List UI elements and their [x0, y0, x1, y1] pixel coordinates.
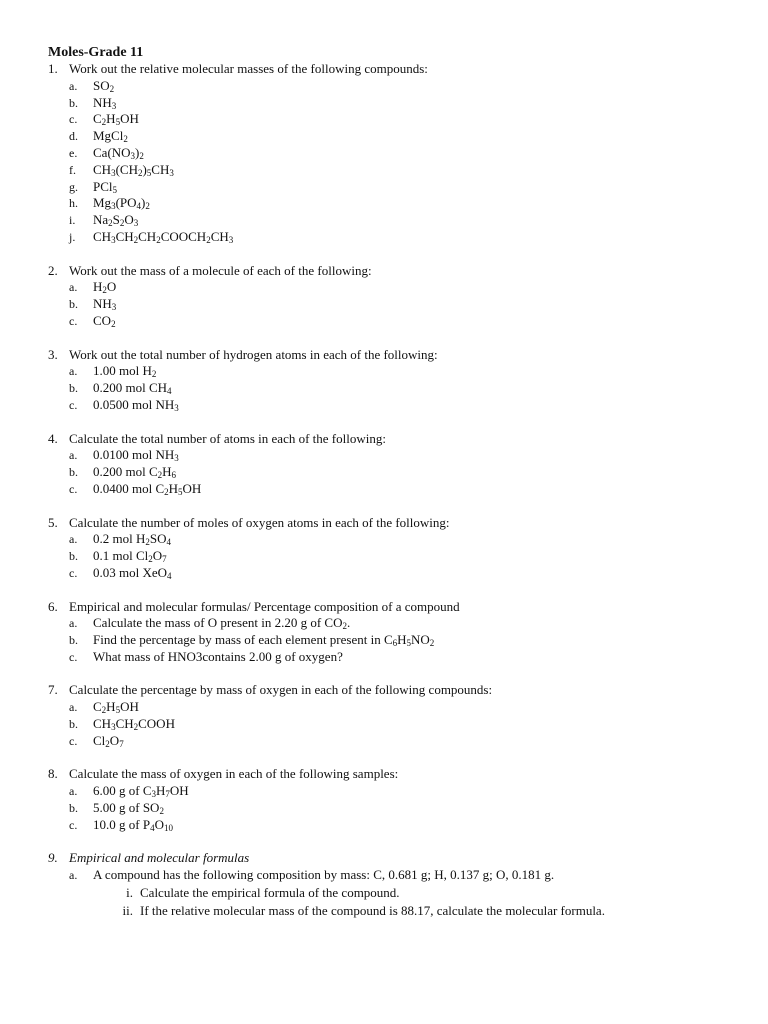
question-item [48, 78, 738, 95]
worksheet [48, 44, 738, 919]
question-spacer [48, 414, 738, 431]
question-text: Empirical and molecular formulas [69, 850, 250, 866]
item-text: $NH_3$ [93, 94, 117, 111]
question-number: 1. [48, 61, 58, 76]
item-text: $H_2O$ [93, 279, 117, 296]
question-line [48, 61, 738, 78]
sub-item-text: If the relative molecular mass of the compound is 88.17, calculate the molecular formula. [140, 902, 605, 918]
item-label: b. [69, 717, 78, 732]
item-text: Calculate the mass of O present in 2.20 g of $CO_2$. [93, 615, 351, 632]
question-item [48, 313, 738, 330]
item-label: c. [69, 565, 78, 580]
item-label: a. [69, 700, 78, 715]
worksheet-title: Moles-Grade 11 [48, 45, 144, 60]
question-block [48, 515, 738, 582]
question-item [48, 162, 738, 179]
question-item [48, 531, 738, 548]
item-text: 10.0 g of $P_4O_{10}$ [93, 816, 173, 833]
question-spacer [48, 498, 738, 515]
sub-item [48, 902, 738, 920]
item-text: 0.0100 mol $NH_3$ [93, 447, 179, 464]
question-item [48, 800, 738, 817]
item-text: $Na_2S_2O_3$ [93, 212, 139, 229]
question-item [48, 649, 738, 666]
question-spacer [48, 750, 738, 767]
item-label: b. [69, 549, 78, 564]
question-item [48, 699, 738, 716]
question-list [48, 61, 738, 919]
item-label: g. [69, 179, 78, 194]
item-text: What mass of HNO3contains 2.00 g of oxygen? [93, 648, 343, 664]
question-line [48, 766, 738, 783]
question-item [48, 632, 738, 649]
item-text: 0.1 mol $Cl_2O_7$ [93, 548, 167, 565]
question-spacer [48, 834, 738, 851]
sub-item [48, 884, 738, 902]
item-text: PCl$_5$ [93, 178, 118, 195]
question-item [48, 464, 738, 481]
question-text: Calculate the number of moles of oxygen atoms in each of the following: [69, 514, 450, 530]
item-label: c. [69, 397, 78, 412]
question-line [48, 850, 738, 867]
item-text: $CO_2$ [93, 312, 116, 329]
item-text: Find the percentage by mass of each element present in $C_6H_5NO_2$ [93, 632, 435, 649]
question-line [48, 263, 738, 280]
item-label: c. [69, 649, 78, 664]
question-item [48, 565, 738, 582]
item-text: $SO_2$ [93, 77, 115, 94]
question-item [48, 867, 738, 884]
question-block [48, 599, 738, 666]
question-text: Work out the total number of hydrogen atoms in each of the following: [69, 346, 438, 362]
item-text: A compound has the following composition by mass: C, 0.681 g; H, 0.137 g; O, 0.181 g. [93, 867, 555, 883]
question-number: 7. [48, 682, 58, 698]
question-line [48, 431, 738, 448]
question-item [48, 363, 738, 380]
item-label: b. [69, 297, 78, 312]
sub-item-label: ii. [122, 902, 133, 918]
question-item [48, 212, 738, 229]
item-text: 0.2 mol $H_2SO_4$ [93, 531, 171, 548]
item-label: c. [69, 112, 78, 127]
item-text: $Mg_3(PO_4)_2$ [93, 195, 150, 212]
question-text: Calculate the total number of atoms in each of the following: [69, 430, 386, 446]
question-text: Calculate the mass of oxygen in each of the following samples: [69, 766, 399, 782]
item-text: $CH_3CH_2CH_2COOCH_2CH_3$ [93, 228, 234, 245]
item-label: b. [69, 95, 78, 110]
question-line [48, 515, 738, 532]
item-label: c. [69, 733, 78, 748]
question-item [48, 111, 738, 128]
item-text: 1.00 mol $H_2$ [93, 363, 157, 380]
item-label: f. [69, 162, 76, 177]
question-block [48, 682, 738, 749]
sub-item-text: Calculate the empirical formula of the compound. [140, 885, 400, 901]
item-label: a. [69, 364, 78, 379]
item-text: $C_2H_5OH$ [93, 111, 139, 128]
item-label: c. [69, 313, 78, 328]
question-number: 4. [48, 430, 58, 446]
item-text: 0.200 mol $CH_4$ [93, 380, 172, 397]
item-text: $CH_3CH_2COOH$ [93, 716, 175, 733]
item-text: $NH_3$ [93, 296, 117, 313]
question-number: 6. [48, 598, 58, 614]
item-text: $Cl_2O_7$ [93, 732, 124, 749]
item-label: h. [69, 196, 78, 211]
item-text: 0.0400 mol $C_2H_5OH$ [93, 480, 202, 497]
question-item [48, 397, 738, 414]
question-number: 8. [48, 766, 58, 782]
question-line [48, 599, 738, 616]
question-block [48, 61, 738, 246]
question-item [48, 145, 738, 162]
item-label: b. [69, 801, 78, 816]
item-text: 0.0500 mol $NH_3$ [93, 396, 179, 413]
question-item [48, 229, 738, 246]
question-spacer [48, 582, 738, 599]
question-block [48, 347, 738, 414]
question-item [48, 296, 738, 313]
question-number: 3. [48, 346, 58, 362]
question-line [48, 682, 738, 699]
item-label: b. [69, 633, 78, 648]
item-label: a. [69, 868, 78, 883]
item-text: 5.00 g of $SO_2$ [93, 800, 164, 817]
question-number: 2. [48, 262, 58, 278]
question-number: 9. [48, 850, 58, 866]
item-label: e. [69, 145, 78, 160]
question-item [48, 783, 738, 800]
item-label: a. [69, 280, 78, 295]
question-spacer [48, 246, 738, 263]
question-item [48, 380, 738, 397]
question-item [48, 733, 738, 750]
question-item [48, 481, 738, 498]
question-block [48, 766, 738, 833]
question-spacer [48, 666, 738, 683]
question-item [48, 179, 738, 196]
item-text: 0.200 mol $C_2H_6$ [93, 464, 177, 481]
item-label: a. [69, 532, 78, 547]
item-label: b. [69, 465, 78, 480]
item-text: $C_2H_5OH$ [93, 699, 139, 716]
question-text: Empirical and molecular formulas/ Percentage composition of a compound [69, 598, 460, 614]
item-text: 6.00 g of $C_3H_7OH$ [93, 783, 189, 800]
item-label: c. [69, 817, 78, 832]
question-item [48, 279, 738, 296]
question-spacer [48, 330, 738, 347]
question-block [48, 850, 738, 919]
item-label: i. [69, 213, 76, 228]
question-item [48, 195, 738, 212]
question-item [48, 128, 738, 145]
item-label: a. [69, 448, 78, 463]
question-text: Work out the relative molecular masses of the following compounds: [69, 61, 428, 76]
item-label: a. [69, 784, 78, 799]
question-block [48, 263, 738, 330]
question-item [48, 716, 738, 733]
item-text: MgCl$_2$ [93, 128, 128, 145]
item-text: 0.03 mol XeO$_4$ [93, 564, 172, 581]
question-item [48, 548, 738, 565]
item-text: $Ca(NO_3)_2$ [93, 144, 144, 161]
question-item [48, 615, 738, 632]
question-item [48, 447, 738, 464]
item-label: a. [69, 78, 78, 93]
item-label: a. [69, 616, 78, 631]
question-item [48, 95, 738, 112]
item-label: j. [69, 229, 76, 244]
item-label: c. [69, 481, 78, 496]
question-line [48, 347, 738, 364]
item-label: d. [69, 129, 78, 144]
question-block [48, 431, 738, 498]
question-text: Calculate the percentage by mass of oxygen in each of the following compounds: [69, 682, 493, 698]
sub-item-label: i. [126, 885, 133, 901]
question-item [48, 817, 738, 834]
item-text: $CH_3(CH_2)_5CH_3$ [93, 161, 174, 178]
item-label: b. [69, 381, 78, 396]
question-number: 5. [48, 514, 58, 530]
question-text: Work out the mass of a molecule of each of the following: [69, 262, 372, 278]
